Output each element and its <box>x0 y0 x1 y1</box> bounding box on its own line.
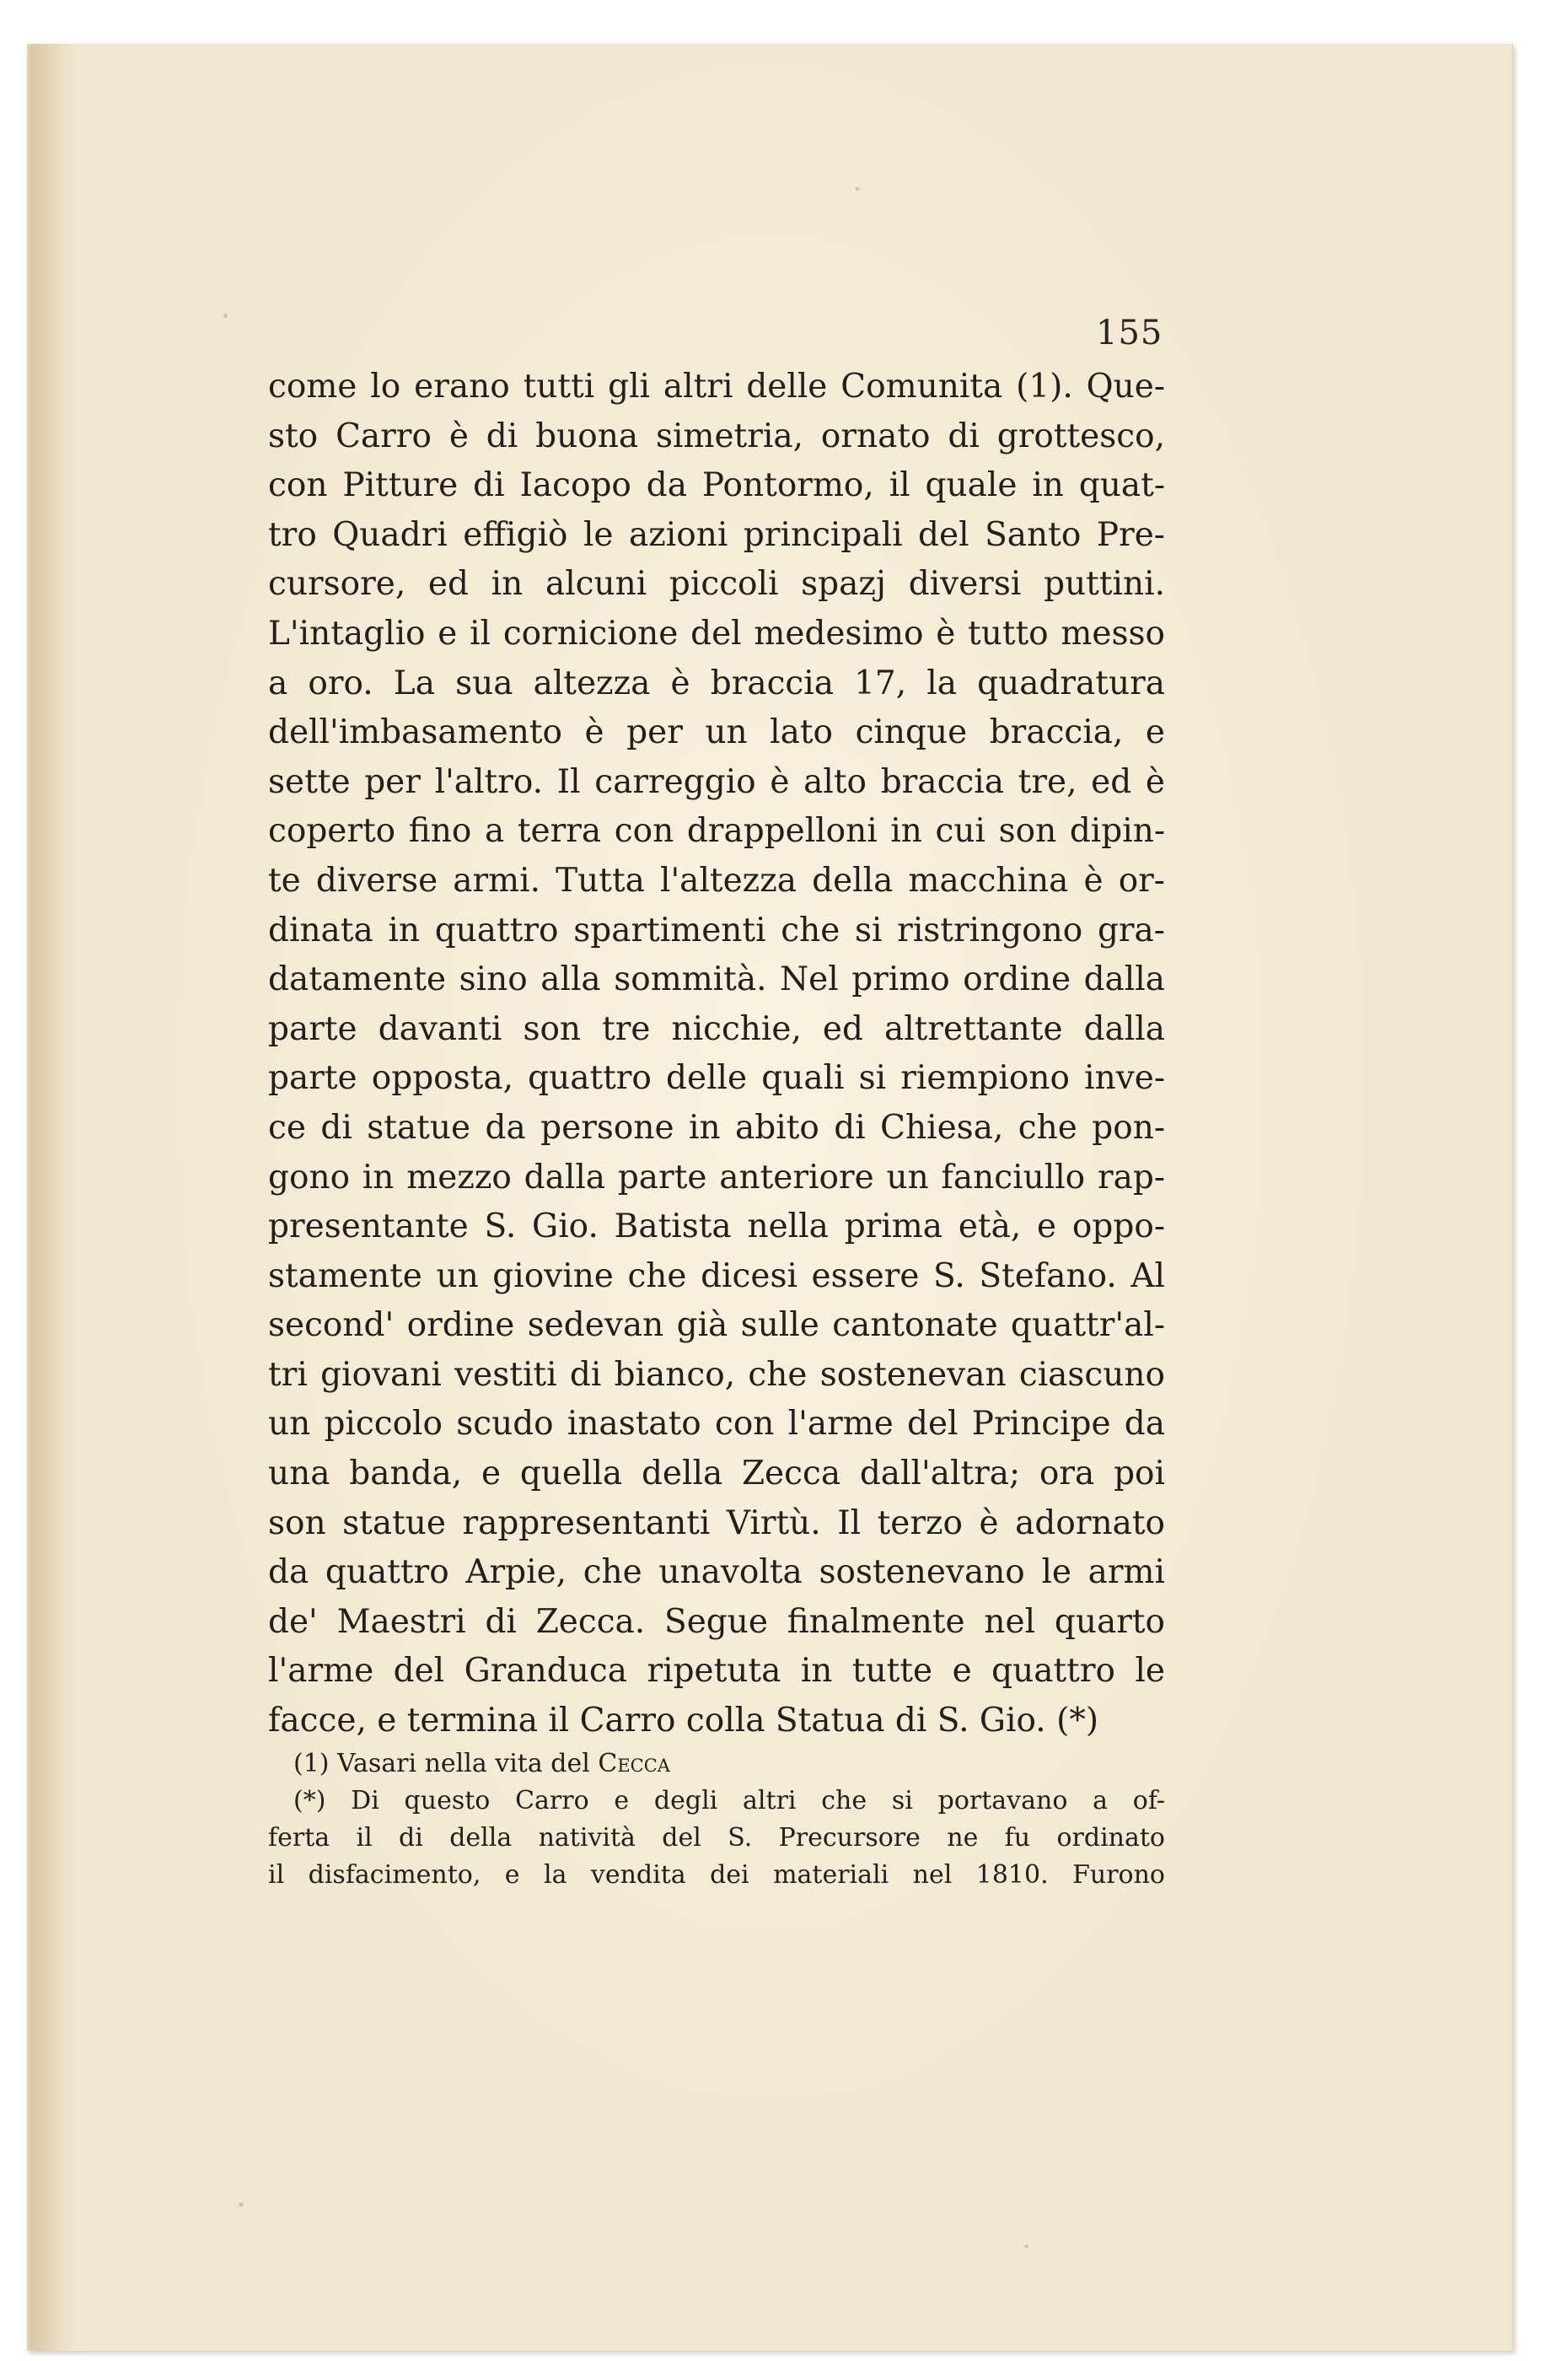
text-line: l'arme del Granduca ripetuta in tutte e quattro le <box>268 1652 1165 1691</box>
text-line: de' Maestri di Zecca. Segue finalmente nel quarto <box>268 1602 1165 1641</box>
text-line: second' ordine sedevan già sulle cantonate quattr'al- <box>268 1306 1165 1345</box>
footnote-line <box>268 1745 1165 1783</box>
paper-speck <box>856 187 859 191</box>
footnotes <box>268 1745 1165 1894</box>
text-line: presentante S. Gio. Batista nella prima età, e oppo- <box>268 1207 1165 1246</box>
page-number: 155 <box>1096 314 1163 352</box>
text-line: da quattro Arpie, che unavolta sostenevano le armi <box>268 1553 1165 1592</box>
text-line: ce di statue da persone in abito di Chiesa, che pon- <box>268 1108 1165 1147</box>
text-line: dell'imbasamento è per un lato cinque braccia, e <box>268 713 1165 752</box>
text-line: parte davanti son tre nicchie, ed altrettante dalla <box>268 1009 1165 1048</box>
text-line: L'intaglio e il cornicione del medesimo è tutto messo <box>268 614 1165 653</box>
text-line: datamente sino alla sommità. Nel primo ordine dalla <box>268 960 1165 999</box>
text-line: cursore, ed in alcuni piccoli spazj diversi puttini. <box>268 565 1165 604</box>
footnote-line: il disfacimento, e la vendita dei materiali nel 1810. Furono <box>268 1860 1165 1890</box>
paper-speck <box>1024 2245 1028 2248</box>
footnote-1 <box>268 1745 1165 1783</box>
text-line: sto Carro è di buona simetria, ornato di grottesco, <box>268 417 1165 455</box>
footnote-2 <box>268 1783 1165 1894</box>
paper-speck <box>239 2202 244 2207</box>
text-line: tro Quadri effigiò le azioni principali del Santo Pre- <box>268 515 1165 554</box>
text-line: un piccolo scudo inastato con l'arme del Principe da <box>268 1405 1165 1444</box>
text-line: come lo erano tutti gli altri delle Comunita (1). Que- <box>268 368 1165 406</box>
footnote-name: Cecca <box>598 1749 670 1778</box>
text-line: dinata in quattro spartimenti che si ristringono gra- <box>268 911 1165 949</box>
text-line: una banda, e quella della Zecca dall'altra; ora poi <box>268 1455 1165 1493</box>
footnote-line: (*) Di questo Carro e degli altri che si portavano a of- <box>293 1786 1165 1815</box>
binding-shadow <box>30 44 80 2351</box>
text-line: tri giovani vestiti di bianco, che sostenevan ciascuno <box>268 1355 1165 1394</box>
text-line: a oro. La sua altezza è braccia 17, la quadratura <box>268 664 1165 702</box>
text-line: con Pitture di Iacopo da Pontormo, il quale in quat- <box>268 466 1165 505</box>
text-line: facce, e termina il Carro colla Statua di S. Gio. (*) <box>268 1702 1099 1740</box>
footnote-text: (1) Vasari nella vita del <box>293 1749 590 1778</box>
text-line: son statue rappresentanti Virtù. Il terzo è adornato <box>268 1503 1165 1542</box>
text-line: gono in mezzo dalla parte anteriore un fanciullo rap- <box>268 1158 1165 1197</box>
text-line: sette per l'altro. Il carreggio è alto braccia tre, ed è <box>268 762 1165 801</box>
text-line: parte opposta, quattro delle quali si riempiono inve- <box>268 1059 1165 1098</box>
body-text <box>268 363 1165 1746</box>
text-line: stamente un giovine che dicesi essere S. Stefano. Al <box>268 1256 1165 1295</box>
text-line: te diverse armi. Tutta l'altezza della macchina è or- <box>268 861 1165 900</box>
footnote-line: ferta il di della natività del S. Precursore ne fu ordinato <box>268 1823 1165 1853</box>
paper-speck <box>223 314 228 318</box>
text-line: coperto fino a terra con drappelloni in cui son dipin- <box>268 812 1165 851</box>
